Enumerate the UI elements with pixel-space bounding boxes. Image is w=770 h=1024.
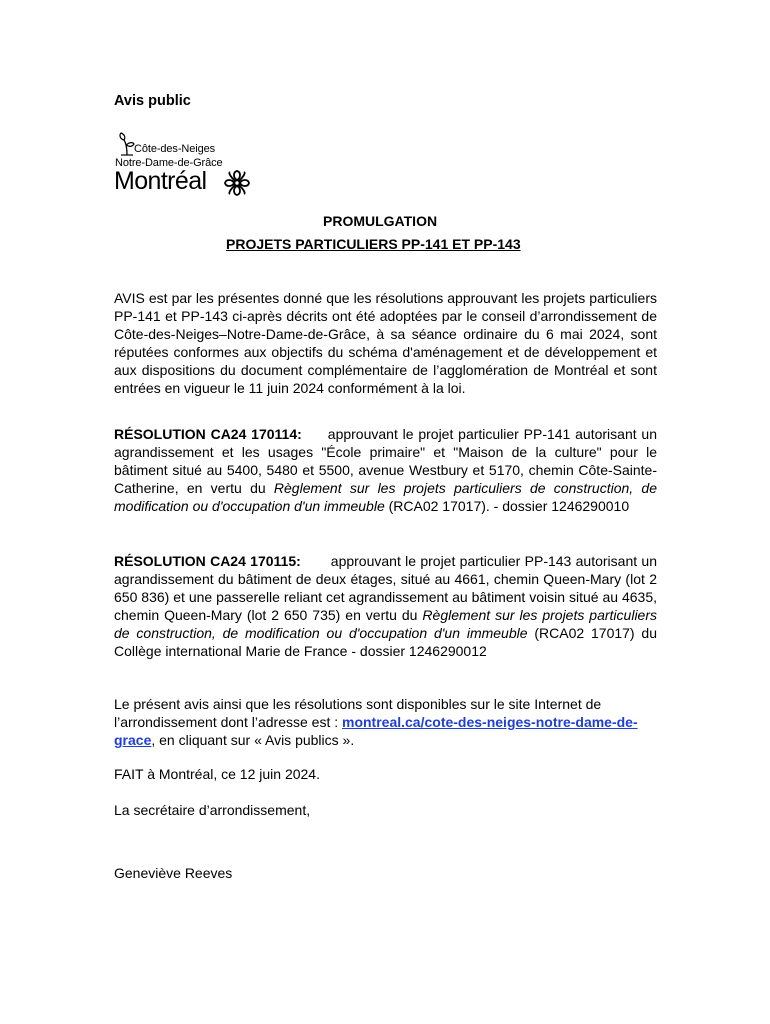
availability-text: Le présent avis ainsi que les résolutions sont disponibles sur le site Internet de l’arrondissement dont l’adresse est :	[114, 696, 602, 730]
signatory-role: La secrétaire d’arrondissement,	[114, 802, 311, 818]
montreal-rosette-icon	[220, 168, 254, 198]
resolution-1-paragraph	[114, 425, 657, 515]
resolution-2-label: RÉSOLUTION CA24 170115:	[114, 553, 301, 569]
resolution-1-text: approuvant le projet particulier PP-141 autorisant un agrandissement et les usages "École primaire" et "Maison de la culture" pour le bâtiment situé au 5400, 5480 et 5500, avenue Westbury et 5170, chemin Côte-Sainte-Catherine, en vertu du	[114, 426, 657, 496]
intro-paragraph: AVIS est par les présentes donné que les résolutions approuvant les projets particuliers PP-141 et PP-143 ci-après décrits ont été adoptées par le conseil d’arrondissement de Côte-des-Neiges–Notre-Dame-de-Grâce, à sa séance ordinaire du 6 mai 2024, sont réputées conformes aux objectifs du schéma d'aménagement et de développement et aux dispositions du document complémentaire de l’agglomération de Montréal et sont entrées en vigueur le 11 juin 2024 conformément à la loi.	[114, 290, 657, 396]
borough-logo	[114, 132, 264, 198]
availability-paragraph	[114, 695, 657, 749]
borough-website-link[interactable]: montreal.ca/cote-des-neiges-notre-dame-de-grace	[114, 714, 638, 748]
availability-text-end: , en cliquant sur « Avis publics ».	[151, 732, 355, 748]
signatory-name: Geneviève Reeves	[114, 865, 233, 881]
logo-borough-line2: Notre-Dame-de-Grâce	[115, 157, 223, 169]
resolution-1-text-end: (RCA02 17017). - dossier 1246290010	[384, 498, 630, 514]
resolution-2-text-end: (RCA02 17017) du Collège international Marie de France - dossier 1246290012	[114, 625, 657, 659]
notice-type-label: Avis public	[114, 93, 191, 109]
resolution-2-paragraph	[114, 552, 657, 660]
resolution-2-regulation-title: Règlement sur les projets particuliers de construction, de modification ou d'occupation d'un immeuble	[114, 607, 657, 641]
logo-borough-line1: Côte-des-Neiges	[134, 143, 216, 155]
logo-city-name: Montréal	[114, 167, 207, 195]
resolution-1-label: RÉSOLUTION CA24 170114:	[114, 426, 302, 442]
notice-subtitle: PROJETS PARTICULIERS PP-141 ET PP-143	[226, 236, 521, 252]
notice-title: PROMULGATION	[323, 213, 438, 229]
place-date-line: FAIT à Montréal, ce 12 juin 2024.	[114, 766, 320, 782]
resolution-2-text: approuvant le projet particulier PP-143 autorisant un agrandissement du bâtiment de deux étages, situé au 4661, chemin Queen-Mary (lot 2 650 836) et une passerelle reliant cet agrandissement au bâtiment voisin situé au 4635, chemin Queen-Mary (lot 2 650 735) en vertu du	[114, 553, 657, 623]
resolution-1-regulation-title: Règlement sur les projets particuliers de construction, de modification ou d'occupation d'un immeuble	[114, 480, 657, 514]
